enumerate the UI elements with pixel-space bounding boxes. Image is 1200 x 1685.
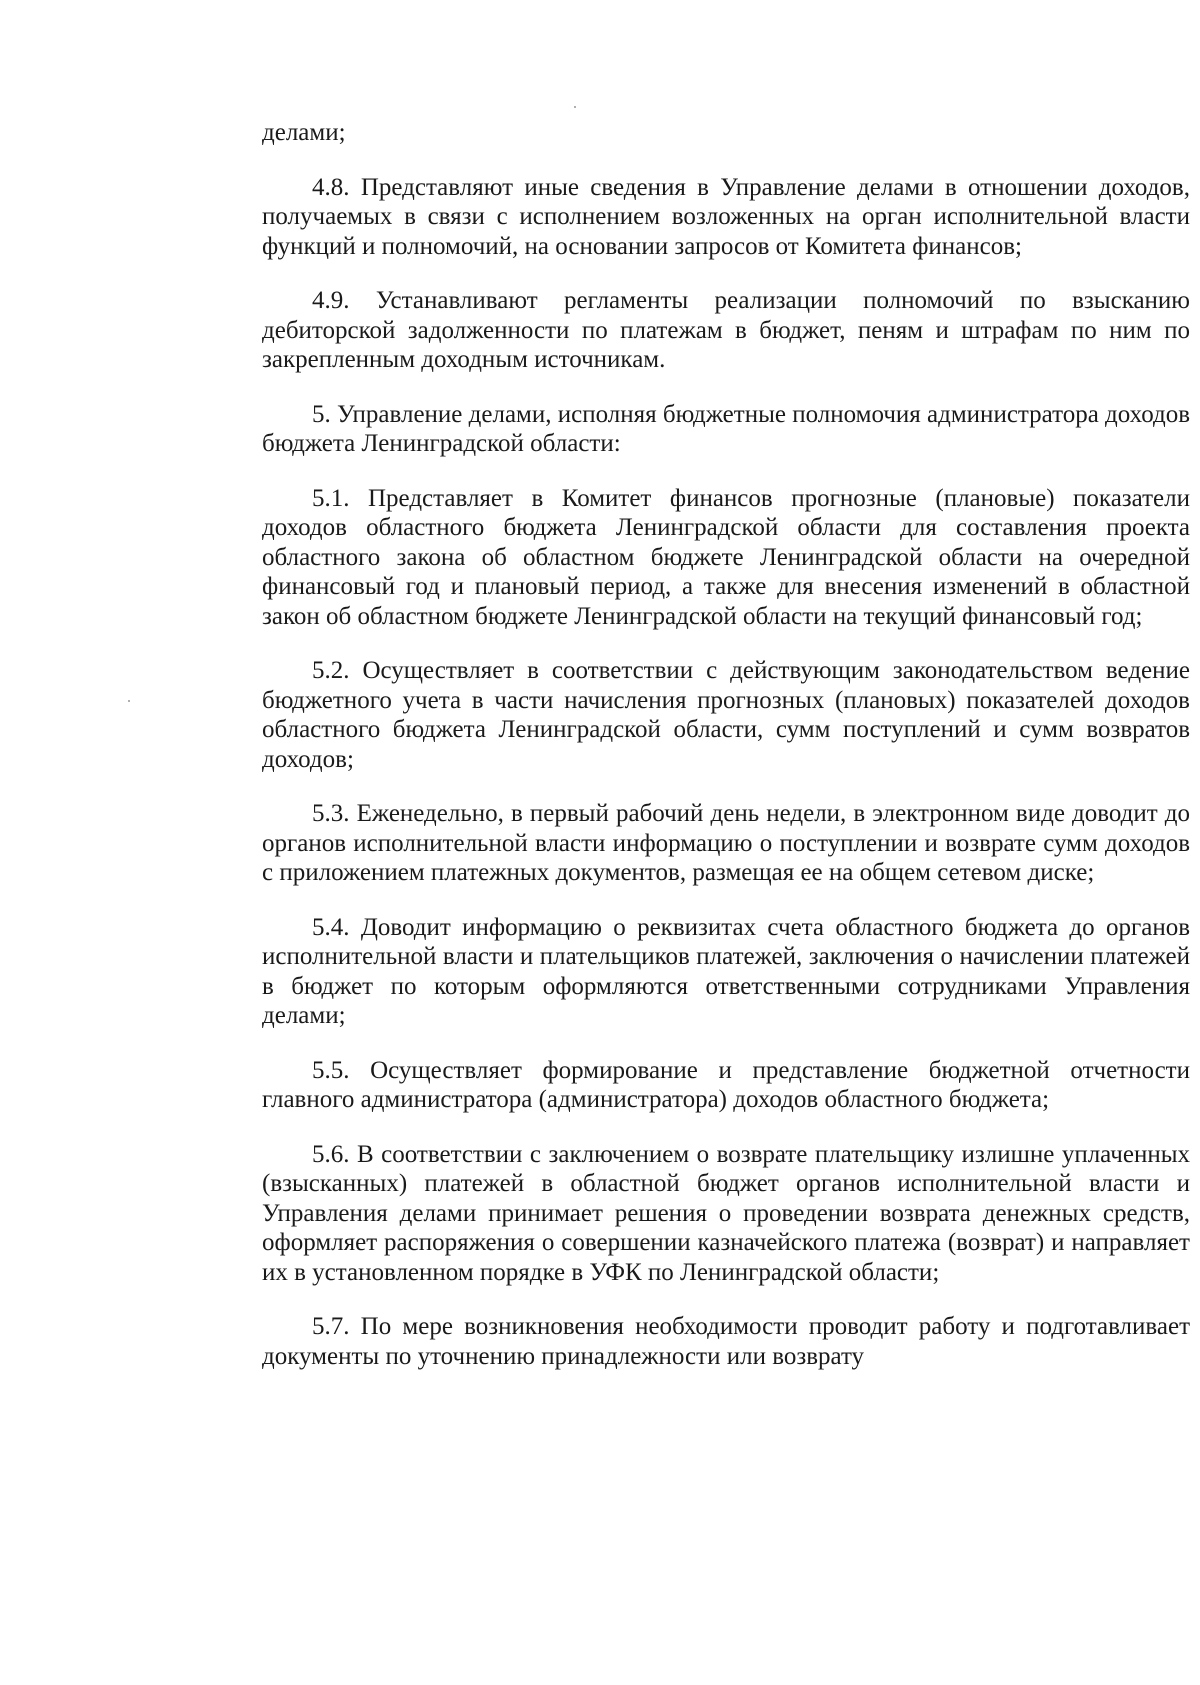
paragraph-continuation: делами; (262, 119, 346, 146)
paragraph-4-9: 4.9. Устанавливают регламенты реализации полномочий по взысканию дебиторской задолженности по платежам в бюджет, пеням и штрафам по ним по закрепленным доходным источникам. (262, 287, 1190, 373)
paragraph-5: 5. Управление делами, исполняя бюджетные полномочия администратора доходов бюджета Ленинградской области: (262, 400, 1190, 457)
paragraph-4-8: 4.8. Представляют иные сведения в Управление делами в отношении доходов, получаемых в связи с исполнением возложенных на орган исполнительной власти функций и полномочий, на основании запросов от Комитета финансов; (262, 173, 1190, 260)
paragraph-5-4: 5.4. Доводит информацию о реквизитах счета областного бюджета до органов исполнительной власти и плательщиков платежей, заключения о начислении платежей в бюджет по которым оформляются ответственными сотрудниками Управления делами; (262, 913, 1190, 1029)
paragraph-5-1: 5.1. Представляет в Комитет финансов прогнозные (плановые) показатели доходов областного бюджета Ленинградской области для составления проекта областного закона об областном бюджете Ленинградской области на очередной финансовый год и плановый период, а также для внесения изменений в областной закон об областном бюджете Ленинградской области на текущий финансовый год; (262, 484, 1190, 630)
paragraph-5-6: 5.6. В соответствии с заключением о возврате плательщику излишне уплаченных (взысканных) платежей в областной бюджет органов исполнительной власти и Управления делами принимает решения о проведении возврата денежных средств, оформляет распоряжения о совершении казначейского платежа (возврат) и направляет их в установленном порядке в УФК по Ленинградской области; (262, 1140, 1190, 1286)
scan-speck (128, 700, 130, 702)
document-body (262, 118, 1190, 1396)
paragraph-5-2: 5.2. Осуществляет в соответствии с действующим законодательством ведение бюджетного учета в части начисления прогнозных (плановых) показателей доходов областного бюджета Ленинградской области, сумм поступлений и сумм возвратов доходов; (262, 657, 1190, 773)
paragraph-5-5: 5.5. Осуществляет формирование и представление бюджетной отчетности главного администратора (администратора) доходов областного бюджета; (262, 1056, 1190, 1113)
paragraph-5-3: 5.3. Еженедельно, в первый рабочий день недели, в электронном виде доводит до органов исполнительной власти информацию о поступлении и возврате сумм доходов с приложением платежных документов, размещая ее на общем сетевом диске; (262, 800, 1190, 886)
paragraph-5-7: 5.7. По мере возникновения необходимости проводит работу и подготавливает документы по уточнению принадлежности или возврату (262, 1313, 1190, 1370)
scan-speck (574, 106, 576, 108)
